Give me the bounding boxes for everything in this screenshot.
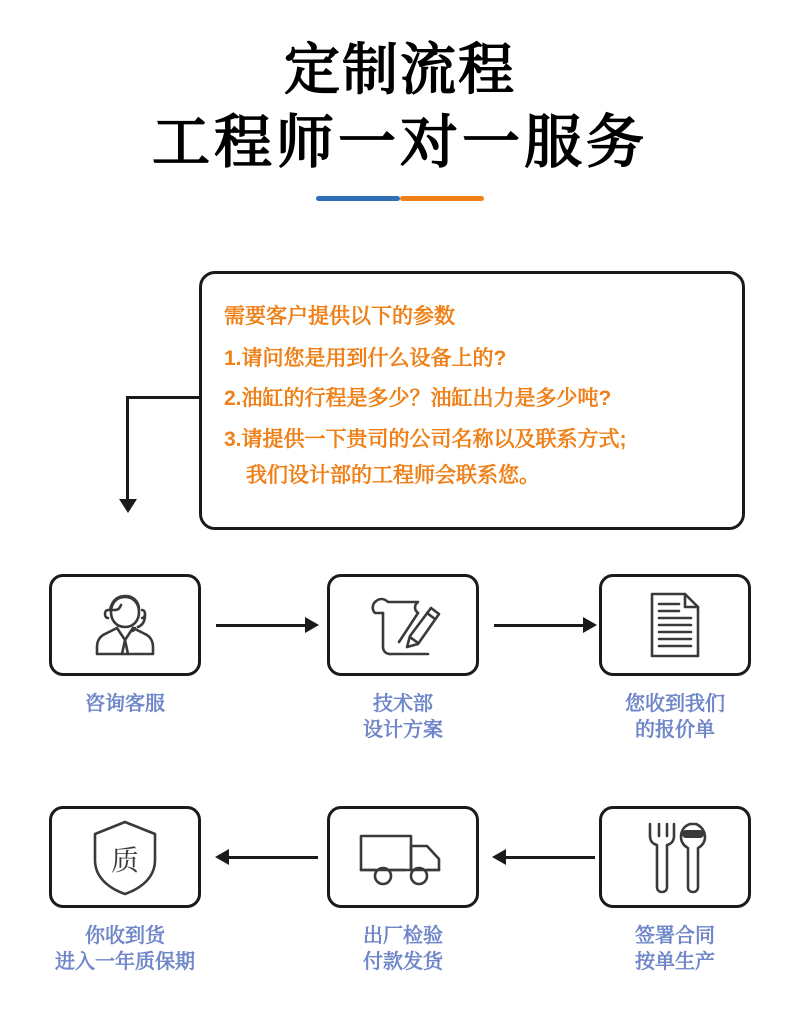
wrench-tools-icon <box>636 818 714 896</box>
flow-label-shipping-line1: 出厂检验 <box>363 925 443 947</box>
page-title-line-1: 定制流程 <box>284 38 516 101</box>
flow-node-quote[interactable] <box>599 574 751 676</box>
flow-label-warranty-line2: 进入一年质保期 <box>55 951 195 973</box>
arrow-shipping-to-warranty <box>228 856 318 859</box>
flow-node-warranty[interactable] <box>49 806 201 908</box>
flow-label-warranty-line1: 你收到货 <box>85 925 165 947</box>
flow-node-consult[interactable] <box>49 574 201 676</box>
required-parameters-card <box>199 271 745 530</box>
drafting-pen-blueprint-icon <box>361 588 445 662</box>
page-title-line-2: 工程师一对一服务 <box>151 109 648 175</box>
arrow-design-to-quote <box>494 624 584 627</box>
divider-segment-blue <box>316 196 400 201</box>
flow-label-design-line1: 技术部 <box>373 693 433 715</box>
card-heading: 需要客户提供以下的参数 <box>224 305 455 328</box>
card-connector-horizontal <box>126 396 202 399</box>
flow-node-contract[interactable] <box>599 806 751 908</box>
card-connector-down-arrow <box>126 396 129 500</box>
arrow-contract-to-shipping <box>505 856 595 859</box>
delivery-truck-icon <box>355 824 451 890</box>
flow-label-consult: 咨询客服 <box>85 693 165 715</box>
page-title-block <box>0 0 800 201</box>
card-item-3-continued: 我们设计部的工程师会联系您。 <box>246 463 540 487</box>
flow-label-design-line2: 设计方案 <box>363 719 443 741</box>
flow-label-contract-line2: 按单生产 <box>635 951 715 973</box>
title-divider <box>0 196 800 201</box>
flow-label-contract-line1: 签署合同 <box>635 925 715 947</box>
card-item-3: 3.请提供一下贵司的公司名称以及联系方式; <box>224 427 627 451</box>
document-page-icon <box>644 588 706 662</box>
arrow-consult-to-design <box>216 624 306 627</box>
flow-node-design[interactable] <box>327 574 479 676</box>
quality-shield-icon <box>87 818 163 896</box>
flow-node-shipping[interactable] <box>327 806 479 908</box>
flow-label-quote-line2: 的报价单 <box>635 719 715 741</box>
customer-service-agent-icon <box>87 588 163 662</box>
card-item-1: 1.请问您是用到什么设备上的? <box>224 347 507 370</box>
flow-label-quote-line1: 您收到我们 <box>625 693 725 715</box>
divider-segment-orange <box>400 196 484 201</box>
card-item-2: 2.油缸的行程是多少？油缸出力是多少吨? <box>224 387 612 411</box>
svg-text:质: 质 <box>110 845 140 876</box>
flow-label-shipping-line2: 付款发货 <box>363 951 443 973</box>
